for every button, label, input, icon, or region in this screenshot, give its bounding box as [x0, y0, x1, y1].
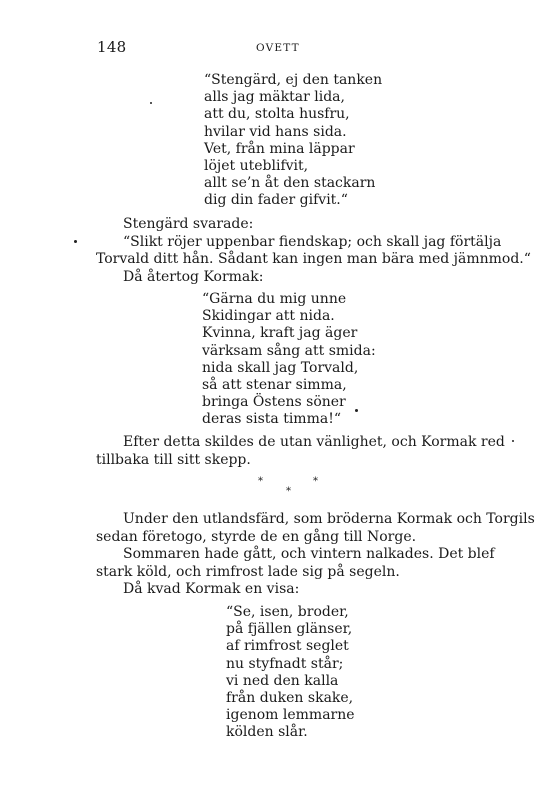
- print-speck: [355, 409, 358, 412]
- print-speck: [512, 440, 514, 442]
- stanza-2: [202, 291, 376, 429]
- verse-line: att du, stolta husfru,: [204, 106, 350, 123]
- verse-line: “Se, isen, broder,: [226, 604, 349, 620]
- verse-line: från duken skake,: [226, 689, 354, 706]
- print-speck: [74, 240, 77, 243]
- print-speck: [150, 102, 152, 104]
- para-line: Då kvad Kormak en visa:: [123, 581, 300, 598]
- asterism-star: *: [286, 486, 291, 497]
- verse-line: igenom lemmarne: [226, 707, 355, 724]
- paragraph-2: [96, 434, 505, 469]
- para-line: stark köld, och rimfrost lade sig på segeln.: [96, 563, 400, 580]
- asterism-star: *: [258, 476, 263, 487]
- verse-line: bringa Östens söner: [202, 394, 346, 411]
- para-line: Efter detta skildes de utan vänlighet, och Kormak red: [123, 434, 505, 450]
- verse-line: Skidingar att nida.: [202, 308, 335, 325]
- verse-line: kölden slår.: [226, 724, 308, 741]
- para-line: Stengärd svarade:: [123, 216, 254, 232]
- verse-line: löjet uteblifvit,: [204, 157, 309, 174]
- verse-line: nida skall jag Torvald,: [202, 359, 359, 376]
- verse-line: “Gärna du mig unne: [202, 291, 347, 307]
- para-line: Under den utlandsfärd, som bröderna Kormak och Torgils: [123, 511, 535, 527]
- stanza-1: [204, 72, 382, 210]
- verse-line: af rimfrost seglet: [226, 638, 349, 655]
- verse-line: hvilar vid hans sida.: [204, 123, 347, 140]
- para-line: “Slikt röjer uppenbar fiendskap; och skall jag förtälja: [123, 233, 502, 250]
- para-line: Då återtog Kormak:: [123, 268, 264, 285]
- verse-line: allt se’n åt den stackarn: [204, 175, 376, 192]
- stanza-3: [226, 604, 355, 742]
- verse-line: “Stengärd, ej den tanken: [204, 72, 383, 88]
- asterism-star: *: [313, 476, 318, 487]
- verse-line: dig din fader gifvit.“: [204, 192, 348, 209]
- verse-line: vi ned den kalla: [226, 672, 339, 689]
- verse-line: deras sista timma!“: [202, 411, 341, 428]
- verse-line: Kvinna, kraft jag äger: [202, 325, 358, 342]
- verse-line: så att stenar simma,: [202, 376, 347, 393]
- verse-line: Vet, från mina läppar: [204, 140, 355, 157]
- verse-line: alls jag mäktar lida,: [204, 89, 345, 106]
- verse-line: värksam sång att smida:: [202, 342, 376, 359]
- para-line: Sommaren hade gått, och vintern nalkades. Det blef: [123, 546, 495, 563]
- paragraph-3: [96, 511, 535, 599]
- para-line: tillbaka till sitt skepp.: [96, 451, 251, 468]
- running-title: OVETT: [256, 42, 300, 54]
- paragraph-1: [96, 216, 531, 286]
- para-line: Torvald ditt hån. Sådant kan ingen man bära med jämnmod.“: [96, 251, 531, 268]
- verse-line: på fjällen glänser,: [226, 621, 353, 638]
- verse-line: nu styfnadt står;: [226, 655, 344, 672]
- para-line: sedan företogo, styrde de en gång till Norge.: [96, 528, 417, 545]
- page-number: 148: [97, 38, 127, 56]
